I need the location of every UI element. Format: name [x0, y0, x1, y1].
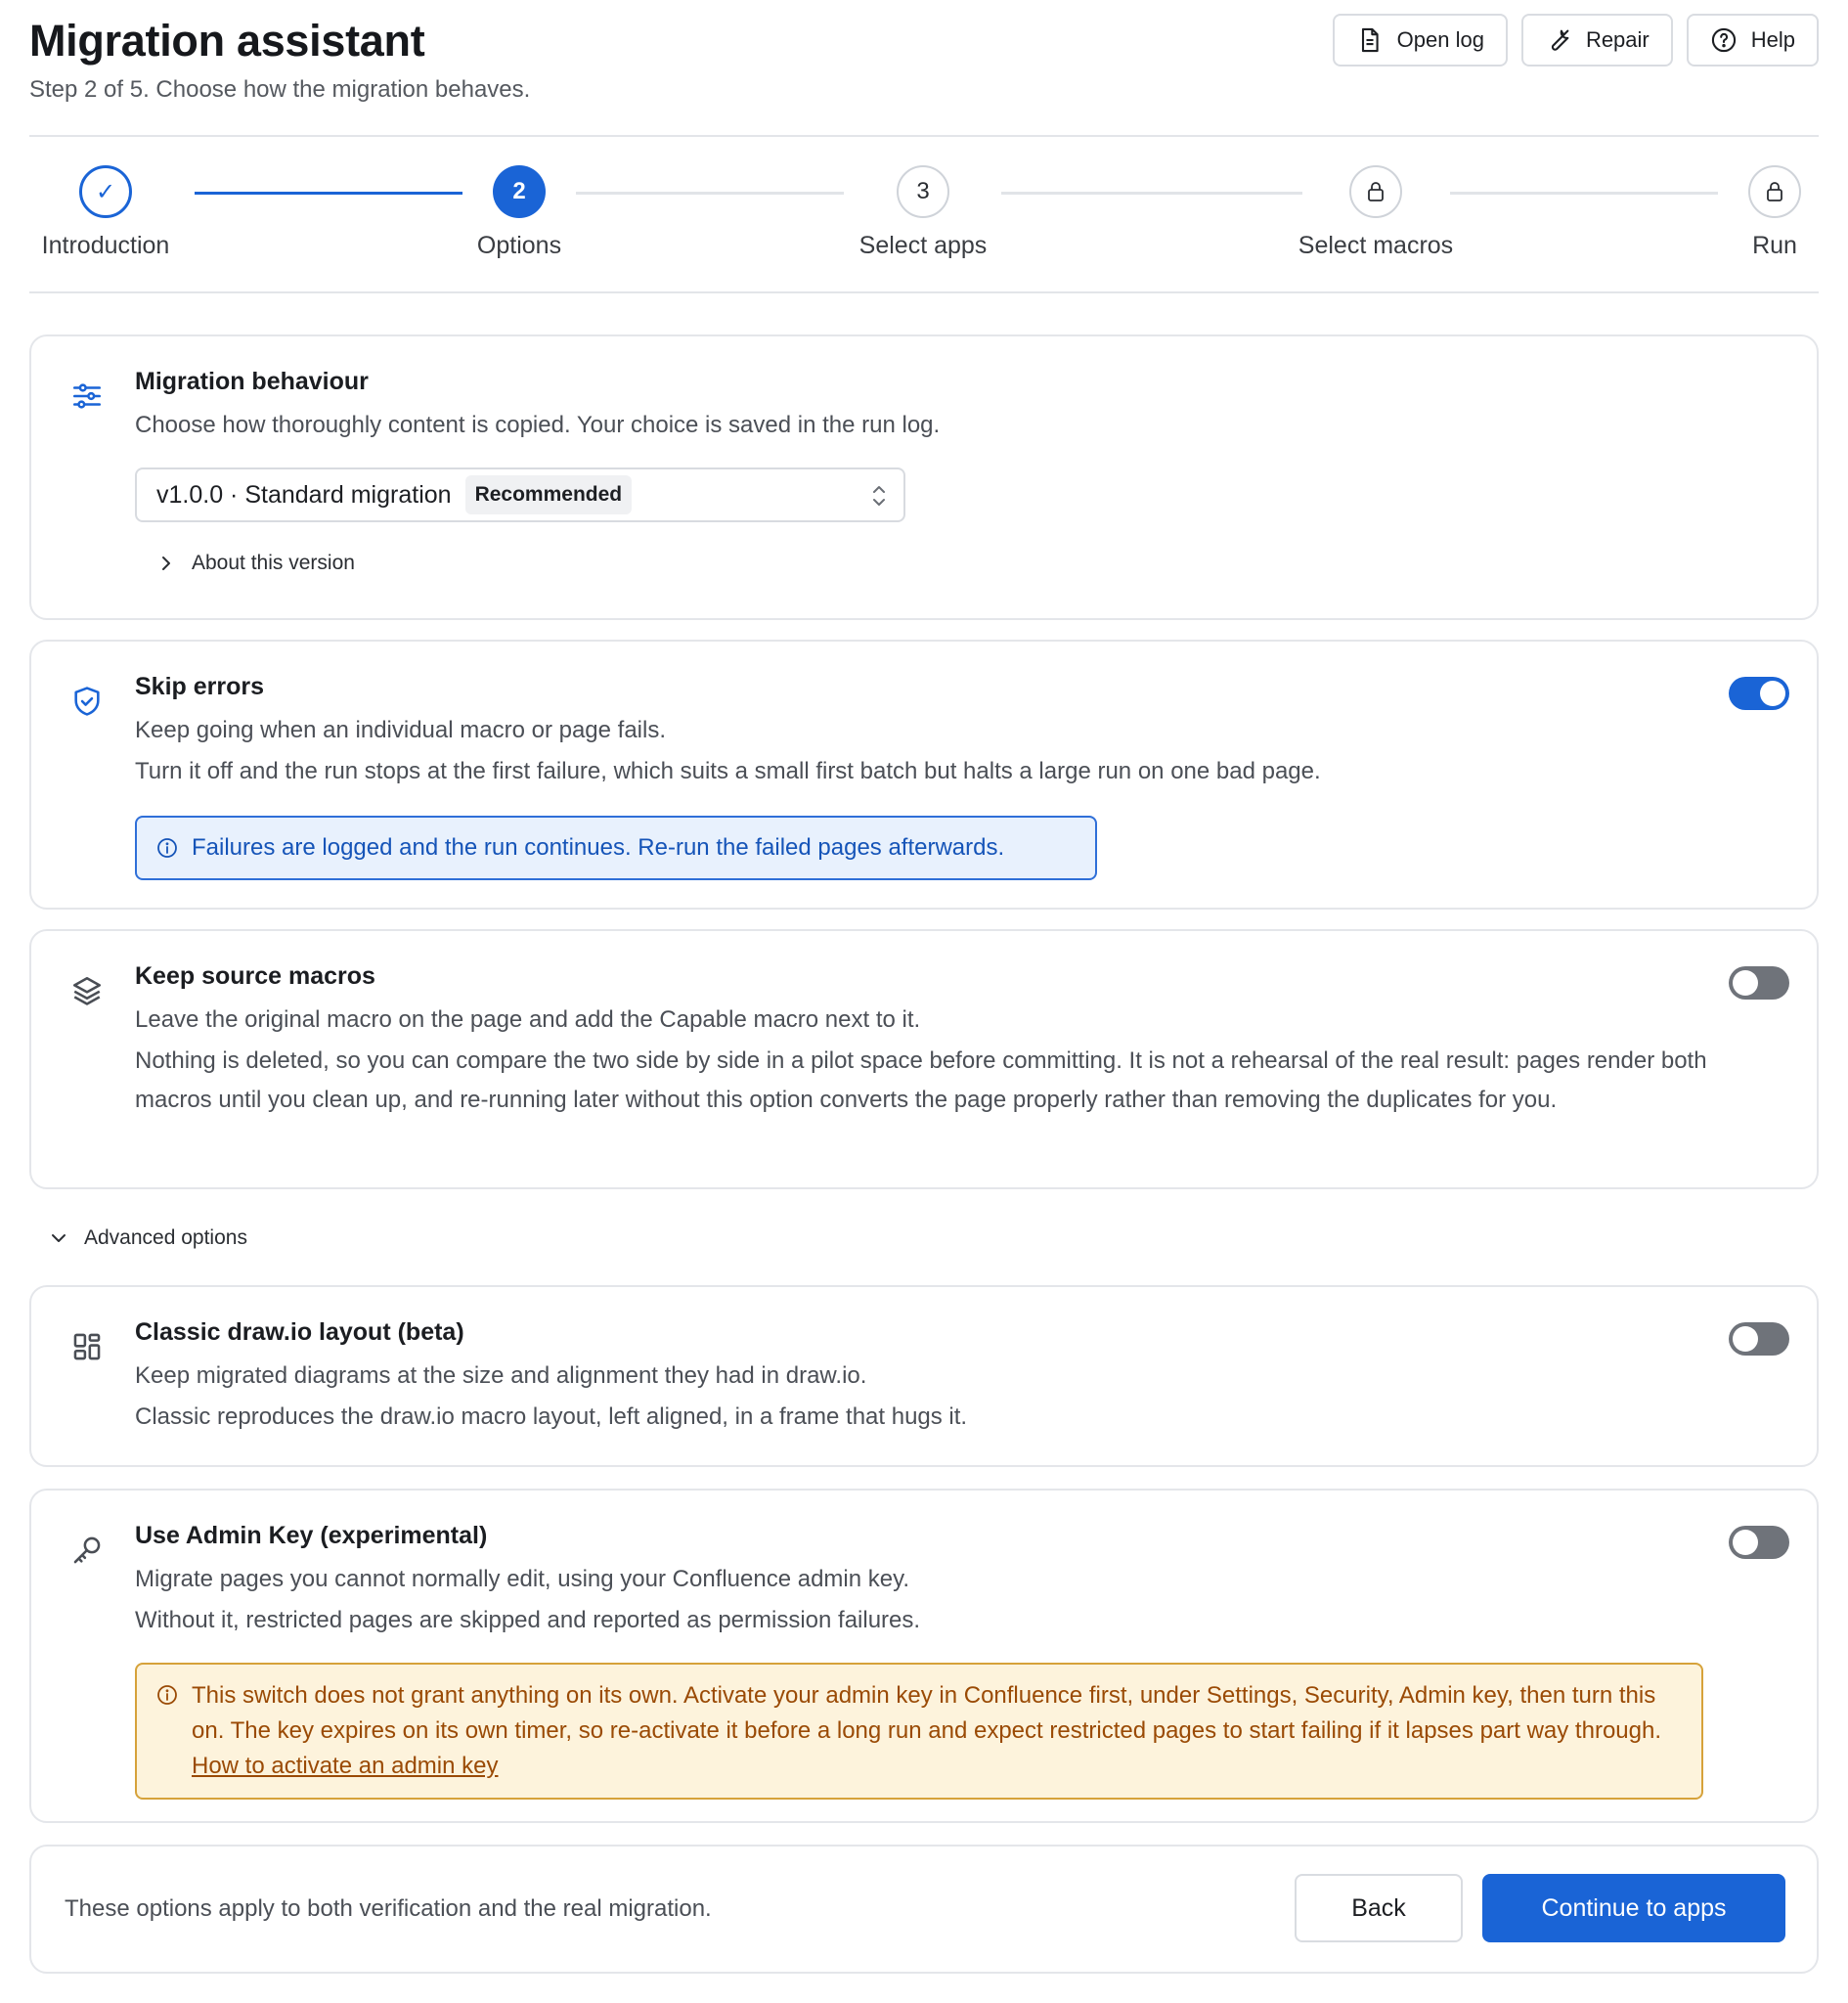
- classic-layout-card: [29, 1285, 1819, 1467]
- classic-layout-title: Classic draw.io layout (beta): [135, 1318, 464, 1346]
- admin-key-toggle[interactable]: [1729, 1526, 1789, 1559]
- version-select-value: v1.0.0 · Standard migration: [156, 480, 452, 509]
- check-icon: ✓: [79, 165, 132, 218]
- keep-source-macros-card: [29, 929, 1819, 1189]
- key-icon: [70, 1534, 104, 1567]
- toggle-knob: [1733, 1326, 1758, 1352]
- skip-errors-note: Turn it off and the run stops at the first failure, which suits a small first batch but halts a large run on one bad page.: [135, 758, 1321, 784]
- skip-errors-toggle[interactable]: [1729, 677, 1789, 710]
- step-options[interactable]: [460, 165, 579, 260]
- activate-admin-key-link[interactable]: How to activate an admin key: [192, 1753, 499, 1779]
- skip-errors-title: Skip errors: [135, 673, 265, 700]
- classic-layout-note: Classic reproduces the draw.io macro layout, left aligned, in a frame that hugs it.: [135, 1403, 968, 1430]
- help-button[interactable]: [1687, 14, 1819, 67]
- toggle-knob: [1760, 681, 1785, 706]
- page-subtitle: Step 2 of 5. Choose how the migration behaves.: [29, 76, 531, 103]
- migration-behaviour-card: [29, 334, 1819, 620]
- step-introduction[interactable]: [33, 165, 178, 260]
- step-run: [1736, 165, 1814, 260]
- repair-button[interactable]: [1521, 14, 1673, 67]
- step-label: Options: [476, 232, 562, 259]
- keep-macros-description: Leave the original macro on the page and add the Capable macro next to it.: [135, 1006, 921, 1033]
- step-connector-2: [576, 192, 844, 195]
- about-version-label: About this version: [192, 552, 355, 574]
- classic-layout-description: Keep migrated diagrams at the size and alignment they had in draw.io.: [135, 1362, 867, 1389]
- admin-key-warning-text: This switch does not grant anything on its own. Activate your admin key in Confluence first, under Settings, Security, Admin key, then turn this on. The key expires on its own timer, so re-activate it before a long run and expect restricted pages to start failing if it lapses part way through.: [192, 1682, 1661, 1744]
- header-actions: [1333, 14, 1819, 67]
- classic-layout-body: [135, 1318, 1729, 1437]
- step-number: 3: [897, 165, 949, 218]
- behaviour-description: Choose how thoroughly content is copied. Your choice is saved in the run log.: [135, 412, 941, 438]
- lock-icon: [1349, 165, 1402, 218]
- skip-errors-info-text: Failures are logged and the run continues. Re-run the failed pages afterwards.: [192, 834, 1005, 861]
- toggle-knob: [1733, 1530, 1758, 1555]
- admin-key-body: [135, 1522, 1729, 1640]
- info-icon: [156, 837, 178, 859]
- about-version-toggle[interactable]: [156, 552, 355, 575]
- continue-to-apps-button[interactable]: Continue to apps: [1482, 1874, 1785, 1942]
- wrench-icon: [1545, 26, 1572, 54]
- keep-macros-toggle[interactable]: [1729, 966, 1789, 1000]
- skip-errors-card: [29, 640, 1819, 910]
- stepper-divider: [29, 291, 1819, 293]
- shield-check-icon: [70, 685, 104, 718]
- admin-key-description: Migrate pages you cannot normally edit, using your Confluence admin key.: [135, 1566, 909, 1592]
- lock-icon: [1748, 165, 1801, 218]
- open-log-button[interactable]: [1333, 14, 1508, 67]
- step-connector-1: [195, 192, 462, 195]
- admin-key-title: Use Admin Key (experimental): [135, 1522, 488, 1549]
- recommended-badge: Recommended: [465, 475, 633, 514]
- warning-info-icon: [156, 1684, 178, 1706]
- back-button[interactable]: Back: [1295, 1874, 1463, 1942]
- step-connector-3: [1001, 192, 1302, 195]
- step-connector-4: [1450, 192, 1718, 195]
- behaviour-body: [135, 368, 1729, 439]
- toggle-knob: [1733, 970, 1758, 996]
- footer-card: [29, 1845, 1819, 1974]
- sliders-icon: [70, 379, 104, 413]
- chevron-right-icon: [156, 554, 176, 573]
- layers-icon: [70, 974, 104, 1007]
- help-circle-icon: [1710, 26, 1738, 54]
- advanced-options-toggle[interactable]: [49, 1226, 247, 1250]
- skip-errors-description: Keep going when an individual macro or page fails.: [135, 717, 667, 743]
- step-select-apps[interactable]: [843, 165, 1003, 260]
- step-number: 2: [493, 165, 546, 218]
- behaviour-title: Migration behaviour: [135, 368, 369, 395]
- version-select[interactable]: [135, 467, 905, 522]
- step-label: Run: [1752, 232, 1797, 259]
- open-log-label: Open log: [1396, 27, 1484, 52]
- footer-text: These options apply to both verification and the real migration.: [65, 1895, 712, 1922]
- document-icon: [1356, 26, 1384, 54]
- keep-macros-title: Keep source macros: [135, 962, 375, 990]
- layout-grid-icon: [70, 1330, 104, 1363]
- skip-errors-body: [135, 673, 1729, 791]
- repair-label: Repair: [1585, 27, 1650, 52]
- step-label: Introduction: [41, 232, 170, 259]
- select-arrows-icon: [868, 483, 890, 509]
- admin-key-note: Without it, restricted pages are skipped and reported as permission failures.: [135, 1607, 921, 1633]
- admin-key-card: [29, 1489, 1819, 1823]
- chevron-down-icon: [49, 1228, 68, 1248]
- step-label: Select apps: [858, 232, 988, 259]
- admin-key-warning-banner: [135, 1663, 1703, 1800]
- keep-macros-note: Nothing is deleted, so you can compare the two side by side in a pilot space before committing. It is not a rehearsal of the real result: pages render both macros until you clean up, and re-running later without this option converts the page properly rather than removing the duplicates for you.: [135, 1047, 1707, 1113]
- step-select-macros: [1283, 165, 1469, 260]
- skip-errors-info-banner: [135, 816, 1097, 880]
- keep-macros-body: [135, 962, 1729, 1120]
- classic-layout-toggle[interactable]: [1729, 1322, 1789, 1356]
- progress-stepper: [29, 137, 1819, 274]
- page-title: Migration assistant: [29, 16, 425, 66]
- advanced-options-label: Advanced options: [84, 1226, 247, 1249]
- step-label: Select macros: [1298, 232, 1454, 259]
- help-label: Help: [1750, 27, 1795, 52]
